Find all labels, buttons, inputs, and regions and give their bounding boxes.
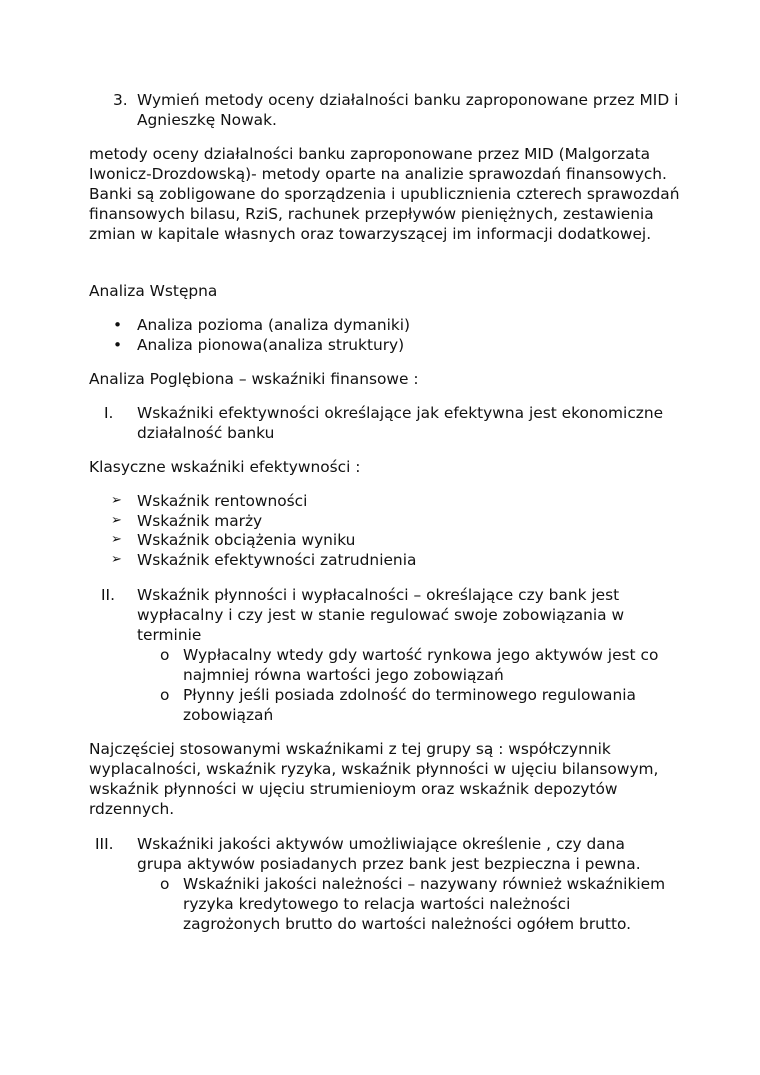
circle-bullet-icon: o bbox=[160, 686, 170, 704]
section-1-numeral: I. bbox=[104, 404, 114, 422]
section-3 bbox=[0, 834, 760, 874]
najczesciej-paragraph: Najczęściej stosowanymi wskaźnikami z tej grupy są : współczynnik wyplacalności, wskaźnik ryzyka, wskaźnik płynności w ujęciu bilansowym, wskaźnik płynności w ujęciu strumienioym oraz wskaźnik depozytów rdzennych. bbox=[89, 740, 659, 818]
question-text: Wymień metody oceny działalności banku zaproponowane przez MID i Agnieszkę Nowak. bbox=[137, 91, 679, 129]
circle-bullet-icon: o bbox=[160, 875, 170, 893]
list-item-text: Wskaźnik rentowności bbox=[137, 492, 308, 510]
list-item bbox=[0, 335, 760, 355]
sub-list-item bbox=[0, 645, 760, 685]
list-item-text: Wskaźnik marży bbox=[137, 512, 263, 530]
list-item bbox=[0, 550, 760, 570]
arrow-bullet-icon: ➢ bbox=[111, 552, 122, 567]
bullet-icon: • bbox=[113, 336, 123, 354]
arrow-bullet-icon: ➢ bbox=[111, 532, 122, 547]
question-item bbox=[0, 90, 760, 130]
bullet-icon: • bbox=[113, 316, 123, 334]
section-1-text: Wskaźniki efektywności określające jak efektywna jest ekonomiczne działalność banku bbox=[137, 404, 664, 442]
analiza-wstepna-heading: Analiza Wstępna bbox=[89, 282, 218, 300]
list-item bbox=[0, 315, 760, 335]
list-item-text: Wskaźnik obciążenia wyniku bbox=[137, 531, 356, 549]
sub-list-item-text: Płynny jeśli posiada zdolność do terminowego regulowania zobowiązań bbox=[183, 686, 636, 724]
sub-list-item-text: Wypłacalny wtedy gdy wartość rynkowa jego aktywów jest co najmniej równa wartości jego zobowiązań bbox=[183, 646, 659, 684]
sub-list-item bbox=[0, 685, 760, 725]
circle-bullet-icon: o bbox=[160, 646, 170, 664]
sub-list-item-text: Wskaźniki jakości należności – nazywany również wskaźnikiem ryzyka kredytowego to relacja wartości należności zagrożonych brutto do wartości należności ogółem brutto. bbox=[183, 875, 666, 933]
klasyczne-heading: Klasyczne wskaźniki efektywności : bbox=[89, 458, 361, 476]
list-item-text: Analiza pozioma (analiza dymaniki) bbox=[137, 316, 411, 334]
list-item bbox=[0, 491, 760, 511]
list-item-text: Analiza pionowa(analiza struktury) bbox=[137, 336, 405, 354]
section-3-text: Wskaźniki jakości aktywów umożliwiające określenie , czy dana grupa aktywów posiadanych przez bank jest bezpieczna i pewna. bbox=[137, 835, 641, 873]
arrow-bullet-icon: ➢ bbox=[111, 493, 122, 508]
sub-list-item bbox=[0, 874, 760, 934]
section-3-numeral: III. bbox=[95, 835, 114, 853]
intro-paragraph: metody oceny działalności banku zaproponowane przez MID (Malgorzata Iwonicz-Drozdowską)- metody oparte na analizie sprawozdań finansowych. Banki są zobligowane do sporządzenia i upublicznienia czterech sprawozdań finansowych bilasu, RziS, rachunek przepływów pieniężnych, zestawienia zmian w kapitale własnych oraz towarzyszącej im informacji dodatkowej. bbox=[89, 145, 680, 243]
list-item bbox=[0, 511, 760, 531]
section-2 bbox=[0, 585, 760, 645]
arrow-bullet-icon: ➢ bbox=[111, 513, 122, 528]
section-2-text: Wskaźnik płynności i wypłacalności – określające czy bank jest wypłacalny i czy jest w stanie regulować swoje zobowiązania w terminie bbox=[137, 586, 625, 644]
section-2-numeral: II. bbox=[101, 586, 115, 604]
list-item bbox=[0, 530, 760, 550]
list-item-text: Wskaźnik efektywności zatrudnienia bbox=[137, 551, 417, 569]
section-1 bbox=[0, 403, 760, 443]
question-number: 3. bbox=[113, 91, 128, 109]
analiza-poglebiona-heading: Analiza Poglębiona – wskaźniki finansowe : bbox=[89, 370, 419, 388]
